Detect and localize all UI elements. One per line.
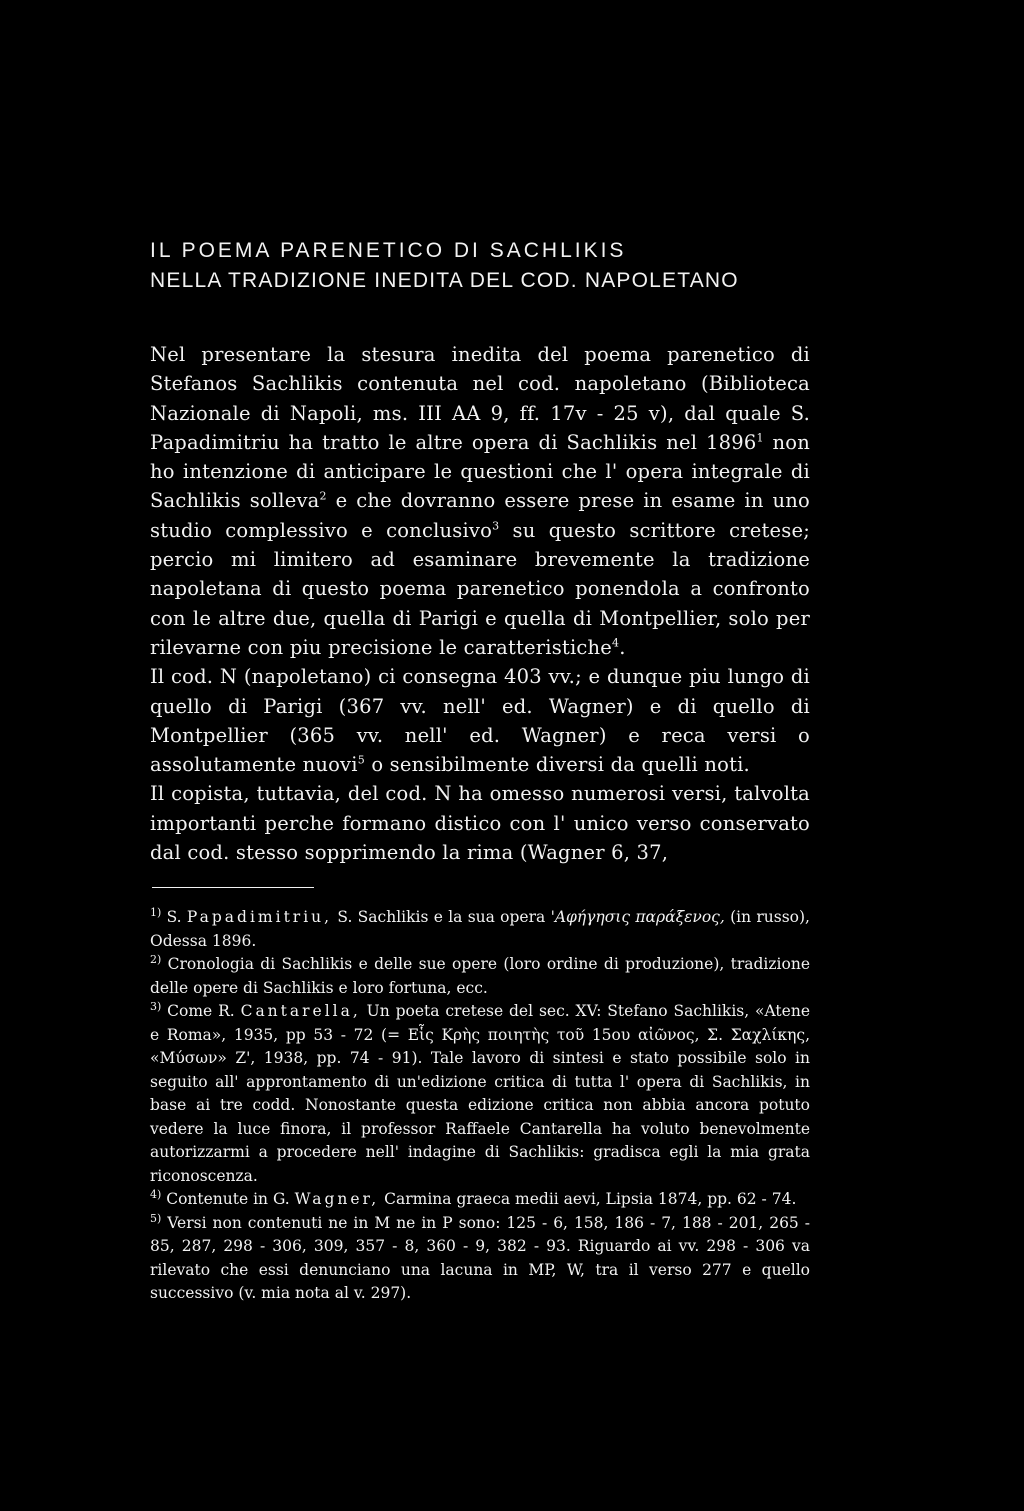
text-run: . <box>619 635 626 659</box>
greek-title: 'Αφήγησις παράξενος, <box>550 908 725 927</box>
paragraph-3: Il copista, tuttavia, del cod. N ha omesso numerosi versi, talvolta importanti perche formano distico con l' unico verso conservato dal cod. stesso sopprimendo la rima (Wagner 6, 37, <box>150 782 810 865</box>
text-run: Contenute in G. <box>166 1190 295 1209</box>
text-run: o sensibilmente diversi da quelli noti. <box>364 753 750 777</box>
author-name: Cantarella, <box>240 1002 361 1021</box>
footnote-divider <box>152 887 314 888</box>
text-run: S. <box>166 908 187 927</box>
footnote-1 <box>150 906 810 953</box>
text-run: Versi non contenuti ne in M ne in P sono: 125 - 6, 158, 186 - 7, 188 - 201, 265 - 85, 287, 298 - 306, 309, 357 - 8, 360 - 9, 382 - 93. Riguardo ai vv. 298 - 306 va rilevato che essi denunciano una lacuna in MP, W, tra il verso 277 e quello successivo (v. mia nota al v. 297). <box>150 1213 811 1303</box>
author-name: Wagner, <box>294 1190 380 1209</box>
footnote-4 <box>150 1188 810 1212</box>
footnote-ref-1[interactable]: 1 <box>756 431 764 445</box>
footnote-mark: 1) <box>150 906 162 920</box>
text-run: (in russo), Odessa 1896. <box>150 908 810 950</box>
text-run: S. Sachlikis e la sua opera <box>332 908 551 927</box>
text-run: Cronologia di Sachlikis e delle sue opere (loro ordine di produzione), tradizione delle opere di Sachlikis e loro fortuna, ecc. <box>150 955 810 997</box>
footnote-mark: 3) <box>150 1000 162 1014</box>
body-text <box>150 340 810 867</box>
footnote-3 <box>150 1000 810 1188</box>
text-run: Il cod. N (napoletano) ci consegna 403 vv.; e dunque piu lungo di quello di Parigi (367 vv. nell' ed. Wagner) e di quello di Montpellier (365 vv. nell' ed. Wagner) e reca versi o assolutamente nuovi <box>150 665 810 777</box>
footnote-ref-3[interactable]: 3 <box>492 519 500 533</box>
text-run: Un poeta cretese del sec. XV: Stefano Sachlikis, «Atene e Roma», 1935, pp 53 - 72 (= Εἷς Κρὴς ποιητὴς τοῦ 15ου αἰῶνος, Σ. Σαχλίκης, «Μύσων» Ζ', 1938, pp. 74 - 91). Tale lavoro di sintesi e stato possibile solo in seguito all' approntamento di un'edizione critica di tutta l' opera di Sachlikis, in base ai tre codd. Nonostante questa edizione critica non abbia ancora potuto vedere la luce finora, il professor Raffaele Cantarella ha voluto benevolmente autorizzarmi a procedere nell' indagine di Sachlikis: gradisca egli la mia grata riconoscenza. <box>150 1002 810 1185</box>
footnote-2 <box>150 953 810 1000</box>
footnote-5 <box>150 1212 810 1306</box>
footnote-ref-5[interactable]: 5 <box>357 753 365 767</box>
footnotes <box>150 906 810 1306</box>
paragraph-1 <box>150 340 810 662</box>
article-title <box>150 236 810 296</box>
text-run: non ho intenzione di anticipare le questioni che l' opera integrale di Sachlikis solleva <box>150 430 810 513</box>
text-run: su questo scrittore cretese; percio mi limitero ad esaminare brevemente la tradizione napoletana di questo poema parenetico ponendola a confronto con le altre due, quella di Parigi e quella di Montpellier, solo per rilevarne con piu precisione le caratteristiche <box>150 518 810 659</box>
paragraph-2 <box>150 662 810 779</box>
footnote-ref-2[interactable]: 2 <box>319 489 327 503</box>
footnote-mark: 4) <box>150 1188 162 1202</box>
footnote-mark: 5) <box>150 1211 162 1225</box>
footnote-mark: 2) <box>150 953 162 967</box>
text-run: e che dovranno essere prese in esame in uno studio complessivo e conclusivo <box>150 489 810 542</box>
page <box>150 236 810 1306</box>
text-run: Nel presentare la stesura inedita del poema parenetico di Stefanos Sachlikis contenuta nel cod. napoletano (Biblioteca Nazionale di Napoli, ms. III AA 9, ff. 17v - 25 v), dal quale S. Papadimitriu ha tratto le altre opera di Sachlikis nel 1896 <box>150 343 810 454</box>
text-run: Come R. <box>167 1002 241 1021</box>
text-run: Carmina graeca medii aevi, Lipsia 1874, pp. 62 - 74. <box>379 1190 797 1209</box>
author-name: Papadimitriu, <box>186 908 333 927</box>
title-line-2: NELLA TRADIZIONE INEDITA DEL COD. NAPOLETANO <box>150 269 739 292</box>
footnote-ref-4[interactable]: 4 <box>612 636 620 650</box>
title-line-1: IL POEMA PARENETICO DI SACHLIKIS <box>150 239 627 262</box>
